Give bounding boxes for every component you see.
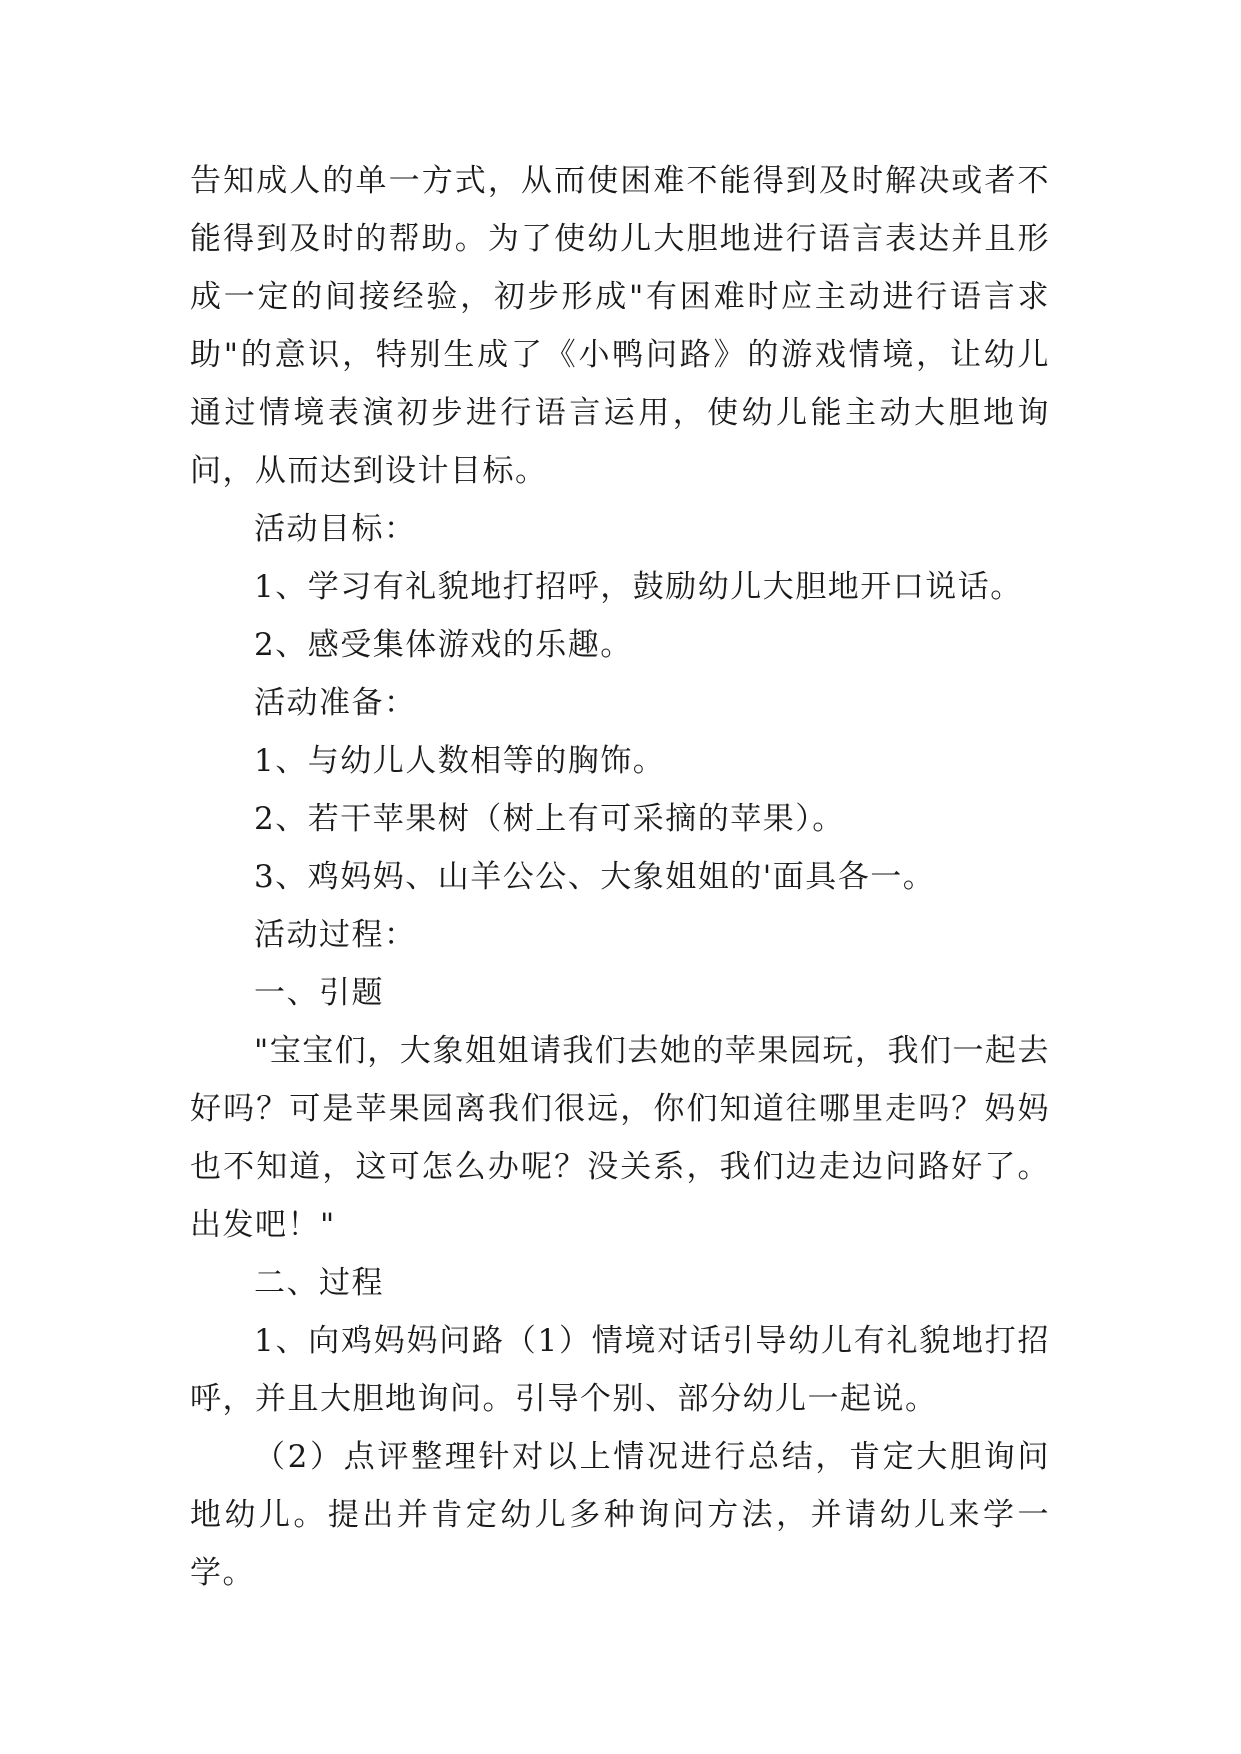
goal-item-2: 2、感受集体游戏的乐趣。 xyxy=(254,627,633,663)
paragraph-background: 告知成人的单一方式，从而使困难不能得到及时解决或者不能得到及时的帮助。为了使幼儿大胆地进行语言表达并且形成一定的间接经验，初步形成"有困难时应主动进行语言求助"的意识，特别生成了《小鸭问路》的游戏情境，让幼儿通过情境表演初步进行语言运用，使幼儿能主动大胆地询问，从而达到设计目标。 xyxy=(190,163,1050,489)
heading-activity-preparation: 活动准备： xyxy=(254,685,417,721)
document-body xyxy=(190,152,1050,1602)
section-introduction: 一、引题 xyxy=(254,975,384,1011)
process-step-1: 1、向鸡妈妈问路（1）情境对话引导幼儿有礼貌地打招呼，并且大胆地询问。引导个别、部分幼儿一起说。 xyxy=(190,1323,1050,1417)
paragraph-introduction-dialogue: "宝宝们，大象姐姐请我们去她的苹果园玩，我们一起去好吗？可是苹果园离我们很远，你们知道往哪里走吗？妈妈也不知道，这可怎么办呢？没关系，我们边走边问路好了。出发吧！" xyxy=(190,1033,1050,1243)
preparation-item-2: 2、若干苹果树（树上有可采摘的苹果）。 xyxy=(254,801,845,837)
heading-activity-goals: 活动目标： xyxy=(254,511,417,547)
goal-item-1: 1、学习有礼貌地打招呼，鼓励幼儿大胆地开口说话。 xyxy=(254,569,1023,605)
section-process: 二、过程 xyxy=(254,1265,384,1301)
heading-activity-process: 活动过程： xyxy=(254,917,417,953)
preparation-item-1: 1、与幼儿人数相等的胸饰。 xyxy=(254,743,666,779)
preparation-item-3: 3、鸡妈妈、山羊公公、大象姐姐的'面具各一。 xyxy=(254,859,936,895)
process-step-1-2: （2）点评整理针对以上情况进行总结，肯定大胆询问地幼儿。提出并肯定幼儿多种询问方法，并请幼儿来学一学。 xyxy=(190,1439,1050,1591)
